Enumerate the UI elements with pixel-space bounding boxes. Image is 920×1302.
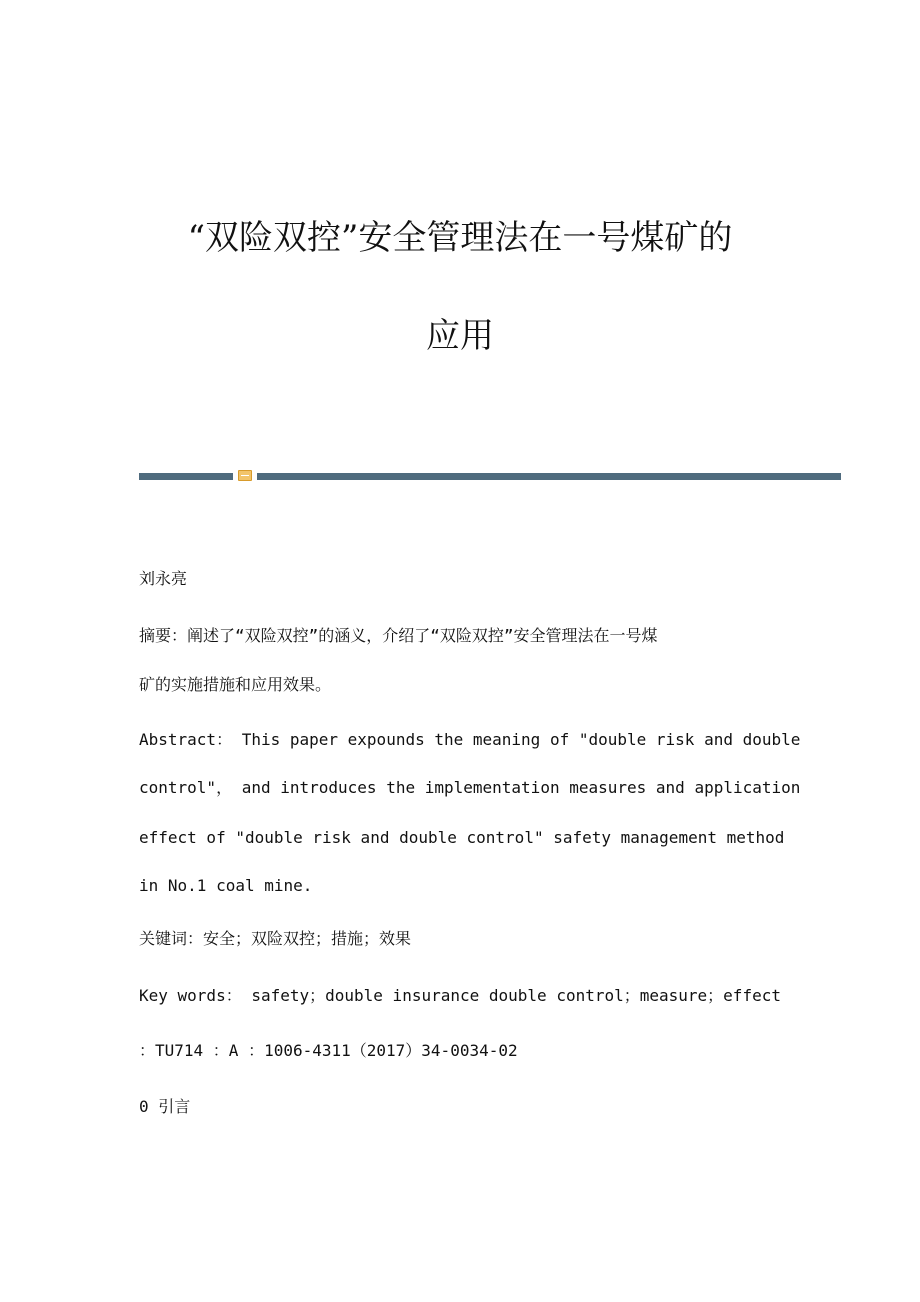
abstract-cn-line-1: 摘要：阐述了“双险双控”的涵义，介绍了“双险双控”安全管理法在一号煤 [139, 626, 658, 645]
abstract-en-line-2: control"， and introduces the implementation measures and application [139, 778, 801, 797]
abstract-en-line-1: Abstract： This paper expounds the meaning of "double risk and double [139, 730, 801, 749]
abstract-en-line-4: in No.1 coal mine. [139, 876, 313, 895]
envelope-icon [238, 470, 252, 481]
paper-title-line-1: “双险双控”安全管理法在一号煤矿的 [187, 218, 733, 258]
section-heading: 0 引言 [139, 1097, 191, 1116]
author-name: 刘永亮 [139, 569, 188, 588]
abstract-cn-line-2: 矿的实施措施和应用效果。 [139, 675, 332, 694]
keywords-en: Key words： safety；double insurance double control；measure；effect [139, 986, 781, 1005]
title-divider [139, 469, 841, 483]
abstract-en-line-3: effect of "double risk and double control" safety management method [139, 828, 785, 847]
divider-bar-right [257, 473, 841, 480]
paper-title-line-2: 应用 [426, 316, 494, 356]
divider-bar-left [139, 473, 233, 480]
classification-codes: ：TU714 ：A ：1006-4311（2017）34-0034-02 [139, 1041, 518, 1060]
keywords-cn: 关键词：安全；双险双控；措施；效果 [139, 929, 412, 948]
